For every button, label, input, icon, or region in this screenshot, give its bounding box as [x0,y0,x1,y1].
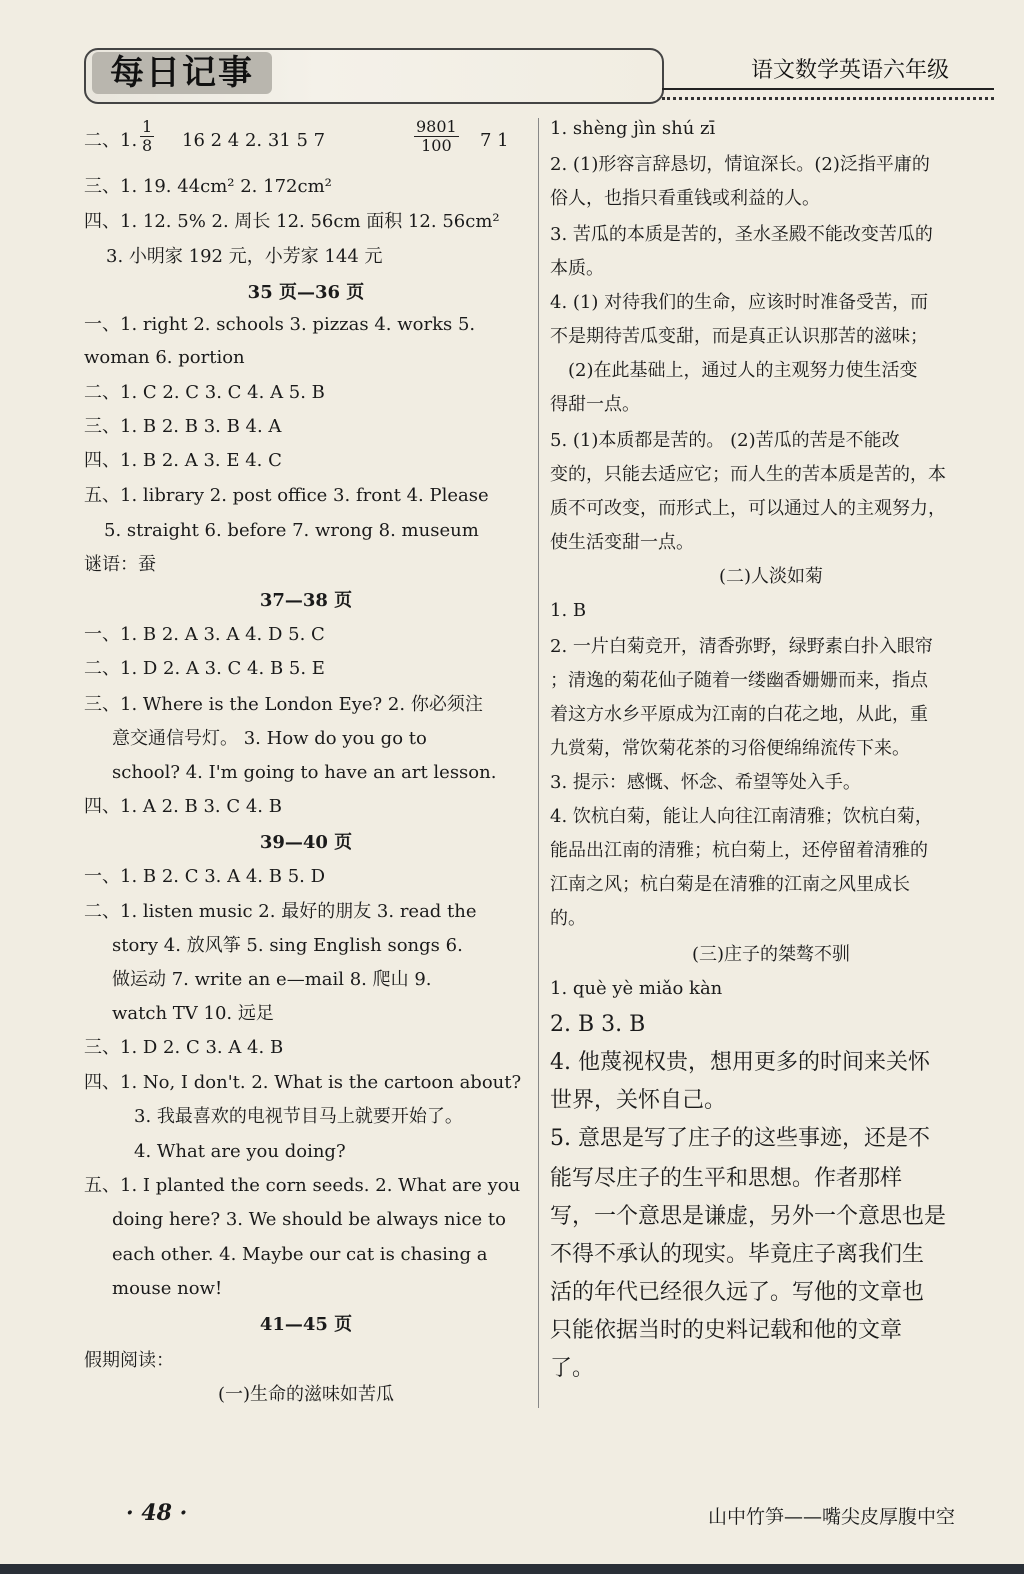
answer-line: 一、1. B 2. A 3. A 4. D 5. C [84,624,325,645]
answer-line: 7 1 [480,130,509,151]
answer-line: 1. B [550,600,587,621]
answer-line: 九赏菊，常饮菊花茶的习俗便绵绵流传下来。 [550,738,910,759]
answer-line: 2. (1)形容言辞恳切，情谊深长。(2)泛指平庸的 [550,154,930,175]
answer-line: 一、1. B 2. C 3. A 4. B 5. D [84,866,326,887]
answer-line: 三、1. Where is the London Eye? 2. 你必须注 [84,694,483,715]
fraction [414,118,459,155]
answer-line: woman 6. portion [84,347,245,368]
answer-line: 写，一个意思是谦虚，另外一个意思也是 [550,1204,947,1229]
answer-line: school? 4. I'm going to have an art lesson. [112,762,497,783]
answer-line: ；清逸的菊花仙子随着一缕幽香姗姗而来，指点 [550,670,928,691]
answer-line: 4. 他蔑视权贵，想用更多的时间来关怀 [550,1050,930,1075]
header-subject: 语文数学英语六年级 [750,58,949,83]
answer-line: 3. 苦瓜的本质是苦的，圣水圣殿不能改变苦瓜的 [550,224,933,245]
answer-line: 5. 意思是写了庄子的这些事迹，还是不 [550,1126,930,1151]
answer-line: 意交通信号灯。 3. How do you go to [112,728,427,749]
fraction-denominator: 100 [421,136,452,155]
answer-line: story 4. 放风筝 5. sing English songs 6. [112,935,463,956]
answer-line: 能写尽庄子的生平和思想。作者那样 [550,1166,903,1191]
answer-line: 3. 小明家 192 元，小芳家 144 元 [106,246,383,267]
answer-line: 1. què yè miǎo kàn [550,978,723,999]
answer-line: 俗人，也指只看重钱或利益的人。 [550,188,820,209]
section-heading: (三)庄子的桀骜不驯 [691,944,851,965]
answer-line: 做运动 7. write an e—mail 8. 爬山 9. [112,969,432,990]
scan-bottom-edge [0,1564,1024,1574]
answer-line: 4. What are you doing? [134,1141,346,1162]
answer-line: 使生活变甜一点。 [550,532,694,553]
answer-line: 只能依据当时的史料记载和他的文章 [550,1318,903,1343]
page-number: · 48 · [126,1500,188,1526]
answer-line: 四、1. No, I don't. 2. What is the cartoon about? [84,1072,522,1093]
answer-line: 不是期待苦瓜变甜，而是真正认识那苦的滋味； [550,326,928,347]
column-divider [538,118,539,1408]
answer-line: 二、1. listen music 2. 最好的朋友 3. read the [84,901,477,922]
answer-line: 三、1. 19. 44cm² 2. 172cm² [84,176,332,197]
answer-line: 谜语：蚕 [84,554,156,575]
fraction-denominator: 8 [142,136,153,155]
answer-line: mouse now! [112,1278,223,1299]
answer-line: 世界，关怀自己。 [550,1088,727,1113]
answer-line: 不得不承认的现实。毕竟庄子离我们生 [550,1242,925,1267]
answer-line: 4. 饮杭白菊，能让人向往江南清雅；饮杭白菊， [550,806,933,827]
answer-line: 假期阅读： [84,1350,174,1371]
fraction-numerator: 9801 [416,117,457,136]
answer-line: 四、1. 12. 5% 2. 周长 12. 56cm 面积 12. 56cm² [84,211,500,232]
answer-line: 4. (1) 对待我们的生命，应该时时准备受苦，而 [550,292,929,313]
answer-line: 5. (1)本质都是苦的。 (2)苦瓜的苦是不能改 [550,430,900,451]
answer-line: 2. 一片白菊竞开，清香弥野，绿野素白扑入眼帘 [550,636,933,657]
answer-line: 四、1. A 2. B 3. C 4. B [84,796,282,817]
answer-line: 三、1. D 2. C 3. A 4. B [84,1037,284,1058]
answer-line: 活的年代已经很久远了。写他的文章也 [550,1280,925,1305]
answer-line: 1. shèng jìn shú zī [550,118,716,139]
answer-line: 质不可改变，而形式上，可以通过人的主观努力， [550,498,946,519]
answer-line: 3. 提示：感慨、怀念、希望等处入手。 [550,772,861,793]
answer-line: 二、1. C 2. C 3. C 4. A 5. B [84,382,325,403]
fraction-numerator: 1 [142,117,153,136]
answer-line: 的。 [550,908,586,929]
answer-line: 能品出江南的清雅；杭白菊上，还停留着清雅的 [550,840,928,861]
section-heading: (二)人淡如菊 [718,566,824,587]
section-heading: (一)生命的滋味如苦瓜 [217,1384,395,1405]
section-heading: 37—38 页 [259,590,353,611]
answer-line: 二、1. [84,130,138,151]
answer-line: 一、1. right 2. schools 3. pizzas 4. works 5. [84,314,476,335]
answer-line: 16 2 4 2. 31 5 7 [182,130,326,151]
answer-line: 2. B 3. B [550,1012,646,1037]
answer-line: 二、1. D 2. A 3. C 4. B 5. E [84,658,325,679]
answer-line: 了。 [550,1356,595,1381]
answer-line: (2)在此基础上，通过人的主观努力使生活变 [568,360,918,381]
answer-line: 变的，只能去适应它；而人生的苦本质是苦的，本 [550,464,946,485]
section-heading: 41—45 页 [259,1314,353,1335]
answer-line: 得甜一点。 [550,394,640,415]
section-heading: 35 页—36 页 [247,282,365,303]
answer-line: 五、1. I planted the corn seeds. 2. What are you [84,1175,521,1196]
footer-motto: 山中竹笋——嘴尖皮厚腹中空 [708,1506,956,1528]
header-title: 每日记事 [92,52,272,94]
answer-line: 四、1. B 2. A 3. E 4. C [84,450,282,471]
answer-line: doing here? 3. We should be always nice to [112,1209,506,1230]
header-rule [662,88,994,90]
header-dotted-rule [662,97,994,100]
answer-line: each other. 4. Maybe our cat is chasing a [112,1244,488,1265]
answer-line: 五、1. library 2. post office 3. front 4. Please [84,485,489,506]
section-heading: 39—40 页 [259,832,353,853]
answer-line: watch TV 10. 远足 [112,1003,274,1024]
answer-line: 本质。 [550,258,604,279]
answer-line: 江南之风；杭白菊是在清雅的江南之风里成长 [550,874,910,895]
answer-line: 三、1. B 2. B 3. B 4. A [84,416,282,437]
fraction [140,118,154,155]
answer-line: 5. straight 6. before 7. wrong 8. museum [104,520,479,541]
answer-line: 着这方水乡平原成为江南的白花之地，从此，重 [550,704,928,725]
answer-line: 3. 我最喜欢的电视节目马上就要开始了。 [134,1106,463,1127]
